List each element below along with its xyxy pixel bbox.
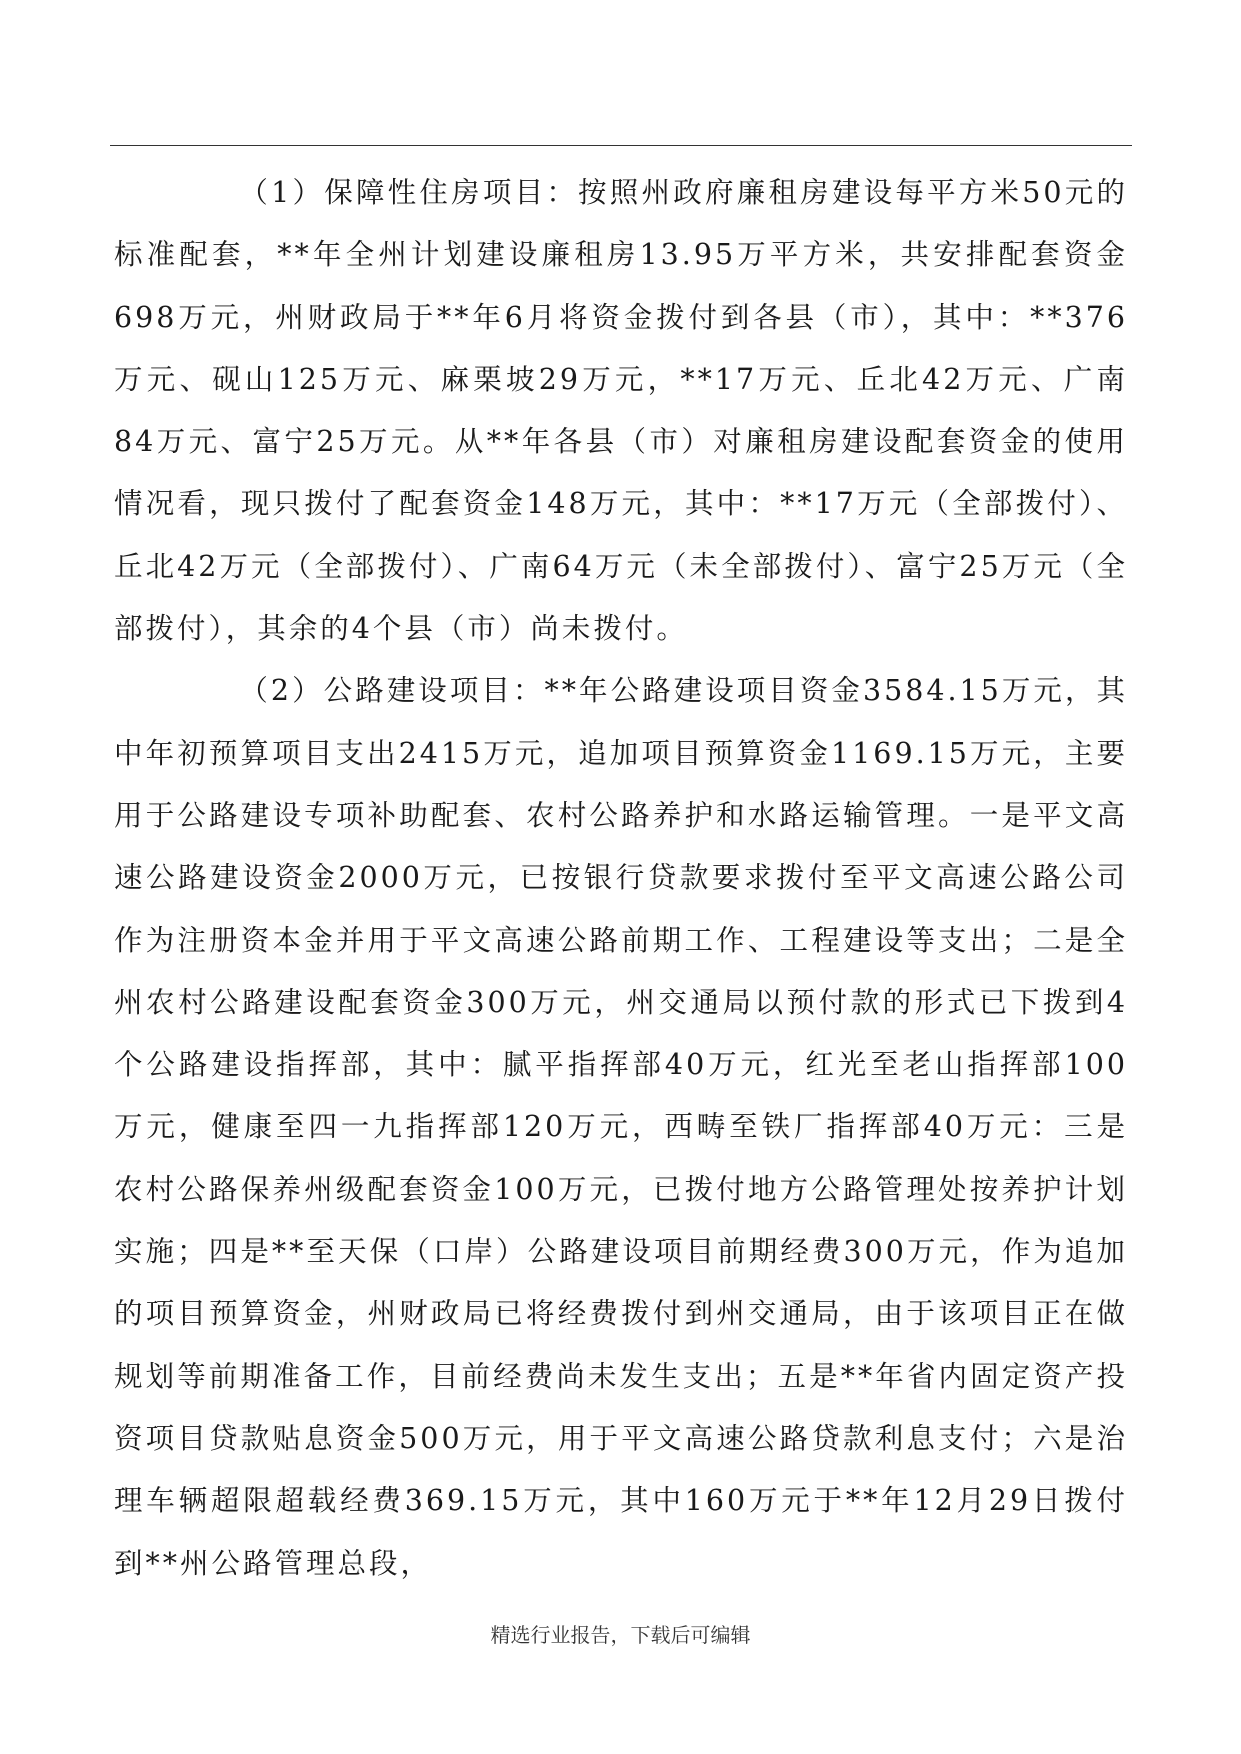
document-body [114,162,1128,1595]
page-footer: 精选行业报告，下载后可编辑 [490,1623,751,1647]
paragraph-highway-project: （2）公路建设项目：**年公路建设项目资金3584.15万元，其中年初预算项目支出2415万元，追加项目预算资金1169.15万元，主要用于公路建设专项补助配套、农村公路养护和水路运输管理。一是平文高速公路建设资金2000万元，已按银行贷款要求拨付至平文高速公路公司作为注册资本金并用于平文高速公路前期工作、工程建设等支出；二是全州农村公路建设配套资金300万元，州交通局以预付款的形式已下拨到4个公路建设指挥部，其中：腻平指挥部40万元，红光至老山指挥部100万元，健康至四一九指挥部120万元，西畴至铁厂指挥部40万元：三是农村公路保养州级配套资金100万元，已拨付地方公路管理处按养护计划实施；四是**至天保（口岸）公路建设项目前期经费300万元，作为追加的项目预算资金，州财政局已将经费拨付到州交通局，由于该项目正在做规划等前期准备工作，目前经费尚未发生支出；五是**年省内固定资产投资项目贷款贴息资金500万元，用于平文高速公路贷款利息支付；六是治理车辆超限超载经费369.15万元，其中160万元于**年12月29日拨付到**州公路管理总段， [114,674,1128,1580]
paragraph-housing-project: （1）保障性住房项目：按照州政府廉租房建设每平方米50元的标准配套，**年全州计划建设廉租房13.95万平方米，共安排配套资金698万元，州财政局于**年6月将资金拨付到各县（市），其中：**376万元、砚山125万元、麻栗坡29万元，**17万元、丘北42万元、广南84万元、富宁25万元。从**年各县（市）对廉租房建设配套资金的使用情况看，现只拨付了配套资金148万元，其中：**17万元（全部拨付）、丘北42万元（全部拨付）、广南64万元（未全部拨付）、富宁25万元（全部拨付），其余的4个县（市）尚未拨付。 [114,176,1128,646]
header-rule [110,145,1132,146]
